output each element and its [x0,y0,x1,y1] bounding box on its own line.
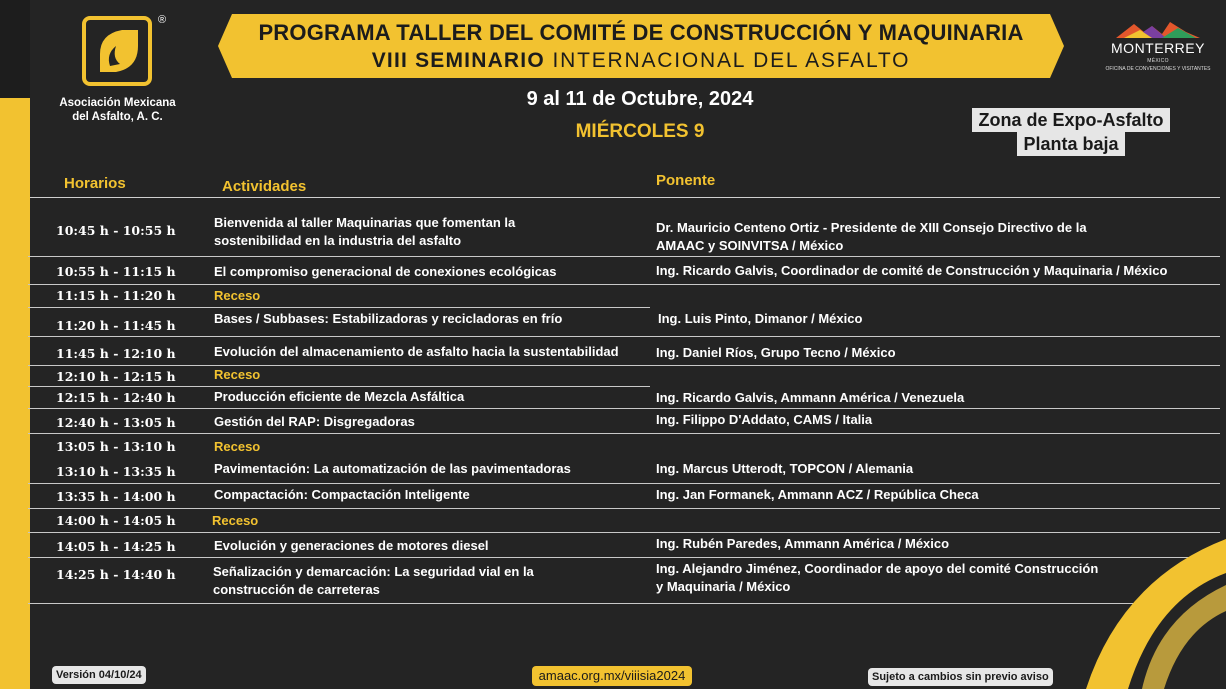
title-banner [218,14,1064,78]
row-time: 10:55 h - 11:15 h [56,264,176,279]
header-divider [30,197,1220,198]
row-recess: Receso [214,288,261,303]
decorative-swoosh [1086,539,1226,689]
banner-subtitle: VIII SEMINARIO INTERNACIONAL DEL ASFALTO [371,49,911,72]
row-activity: Producción eficiente de Mezcla Asfáltica [214,389,465,404]
disclaimer-label: Sujeto a cambios sin previo aviso [868,668,1053,686]
row-speaker: Ing. Alejandro Jiménez, Coordinador de apoyo del comité Construcción y Maquinaria / México [656,561,1099,594]
row-divider [28,307,650,308]
row-recess: Receso [212,513,259,528]
row-activity: Bases / Subbases: Estabilizadoras y recicladoras en frío [214,311,563,326]
row-divider [28,284,1220,285]
row-speaker: Ing. Rubén Paredes, Ammann América / México [656,536,950,551]
row-speaker: Ing. Ricardo Galvis, Coordinador de comité de Construcción y Maquinaria / México [656,263,1168,278]
banner-title: PROGRAMA TALLER DEL COMITÉ DE CONSTRUCCIÓN Y MAQUINARIA [258,20,1024,45]
row-speaker: Ing. Marcus Utterodt, TOPCON / Alemania [656,461,914,476]
row-activity: Evolución y generaciones de motores diesel [214,538,489,553]
row-divider [28,508,1220,509]
row-divider [28,433,1220,434]
row-recess: Receso [214,367,261,382]
row-divider [28,532,1220,533]
row-speaker: Dr. Mauricio Centeno Ortiz - Presidente de XIII Consejo Directivo de la AMAAC y SOINVITSA / México [656,220,1087,253]
row-activity: Gestión del RAP: Disgregadoras [214,414,415,429]
row-time: 11:45 h - 12:10 h [56,346,176,361]
version-label: Versión 04/10/24 [52,666,146,684]
row-time: 14:00 h - 14:05 h [56,513,176,528]
header-activity: Actividades [222,178,307,195]
row-time: 12:40 h - 13:05 h [56,415,176,430]
row-activity: Compactación: Compactación Inteligente [214,487,470,502]
row-activity: Evolución del almacenamiento de asfalto hacia la sustentabilidad [214,344,619,359]
header-speaker: Ponente [656,172,716,189]
row-divider [28,557,1220,558]
website-link[interactable]: amaac.org.mx/viiisia2024 [532,666,692,686]
organization-name: Asociación Mexicana del Asfalto, A. C. [59,97,176,123]
row-time: 12:15 h - 12:40 h [56,390,176,405]
mountains-icon [1096,20,1220,40]
row-divider [28,483,1220,484]
row-divider [28,365,1220,366]
row-speaker: Ing. Jan Formanek, Ammann ACZ / República Checa [656,487,979,502]
row-divider [28,408,1220,409]
row-time: 13:05 h - 13:10 h [56,439,176,454]
row-speaker: Ing. Daniel Ríos, Grupo Tecno / México [656,345,896,360]
row-speaker: Ing. Filippo D'Addato, CAMS / Italia [656,412,873,427]
row-time: 12:10 h - 12:15 h [56,369,176,384]
row-time: 10:45 h - 10:55 h [56,223,176,238]
row-speaker: Ing. Luis Pinto, Dimanor / México [658,311,863,326]
row-time: 11:20 h - 11:45 h [56,318,176,333]
amaac-logo-icon [82,16,152,86]
left-accent-stripe [0,98,30,689]
row-activity: El compromiso generacional de conexiones ecológicas [214,264,557,279]
row-activity: Bienvenida al taller Maquinarias que fomentan la sostenibilidad en la industria del asfalto [214,215,516,248]
event-dates: 9 al 11 de Octubre, 2024 [526,88,754,110]
row-time: 11:15 h - 11:20 h [56,288,176,303]
row-time: 13:35 h - 14:00 h [56,489,176,504]
row-time: 14:25 h - 14:40 h [56,567,176,582]
zone-label: Zona de Expo-Asfalto Planta baja [966,108,1176,156]
row-activity: Pavimentación: La automatización de las pavimentadoras [214,461,571,476]
row-divider [28,603,1158,604]
row-recess: Receso [214,439,261,454]
row-time: 14:05 h - 14:25 h [56,539,176,554]
registered-mark: ® [158,14,167,26]
row-divider [28,336,1220,337]
row-activity: Señalización y demarcación: La seguridad vial en la construcción de carreteras [213,564,534,597]
row-time: 13:10 h - 13:35 h [56,464,176,479]
row-divider [28,386,650,387]
row-speaker: Ing. Ricardo Galvis, Ammann América / Venezuela [656,390,965,405]
header-time: Horarios [64,175,126,192]
row-divider [28,256,1220,257]
event-day: MIÉRCOLES 9 [575,121,705,142]
